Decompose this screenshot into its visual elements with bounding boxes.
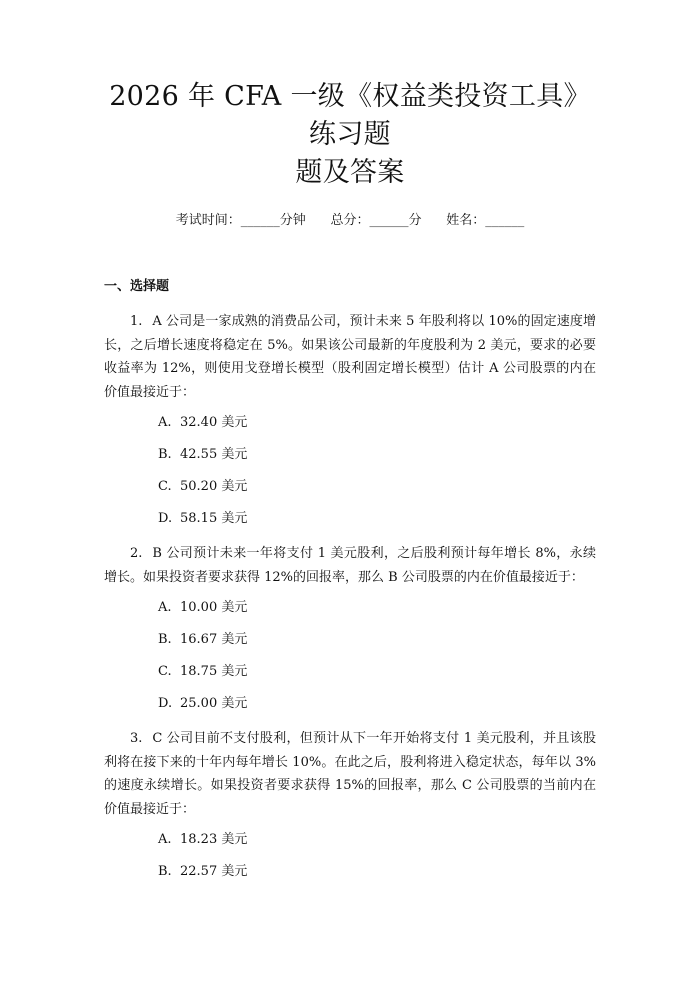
option-letter: C. — [158, 479, 172, 494]
document-title — [104, 78, 596, 192]
document-page — [0, 78, 700, 983]
option-c — [158, 478, 596, 496]
question-number: 2. — [130, 546, 143, 561]
option-text: 25.00 美元 — [180, 696, 248, 711]
option-a — [158, 831, 596, 849]
option-b — [158, 863, 596, 881]
option-a — [158, 599, 596, 617]
option-letter: D. — [158, 696, 173, 711]
option-b — [158, 446, 596, 464]
section-heading: 一、选择题 — [104, 279, 170, 294]
option-text: 18.23 美元 — [180, 832, 248, 847]
option-text: 42.55 美元 — [180, 447, 248, 462]
option-b — [158, 631, 596, 649]
question-2 — [104, 542, 596, 589]
question-1-options — [158, 414, 596, 528]
option-letter: D. — [158, 511, 173, 526]
option-c — [158, 663, 596, 681]
exam-info-line: 考试时间：______分钟 总分：______分 姓名：______ — [175, 213, 525, 228]
option-letter: B. — [158, 864, 172, 879]
question-text: C 公司目前不支付股利，但预计从下一年开始将支付 1 美元股利，并且该股利将在接下来的十年内每年增长 10%。在此之后，股利将进入稳定状态，每年以 3%的速度永续增长。如果投资者要求获得 15%的回报率，那么 C 公司股票的当前内在价值最接近于： — [104, 731, 596, 817]
title-line-2: 题及答案 — [295, 157, 405, 188]
option-text: 22.57 美元 — [180, 864, 248, 879]
option-text: 50.20 美元 — [180, 479, 248, 494]
option-text: 32.40 美元 — [180, 415, 248, 430]
question-3 — [104, 727, 596, 821]
option-text: 10.00 美元 — [180, 600, 248, 615]
option-text: 58.15 美元 — [180, 511, 248, 526]
option-letter: B. — [158, 447, 172, 462]
option-letter: A. — [158, 415, 172, 430]
option-letter: C. — [158, 664, 172, 679]
option-d — [158, 510, 596, 528]
option-text: 16.67 美元 — [180, 632, 248, 647]
question-text: A 公司是一家成熟的消费品公司，预计未来 5 年股利将以 10%的固定速度增长，之后增长速度将稳定在 5%。如果该公司最新的年度股利为 2 美元，要求的必要收益率为 12%，则使用戈登增长模型（股利固定增长模型）估计 A 公司股票的内在价值最接近于： — [104, 314, 596, 400]
option-d — [158, 695, 596, 713]
option-a — [158, 414, 596, 432]
option-letter: B. — [158, 632, 172, 647]
question-2-options — [158, 599, 596, 713]
option-letter: A. — [158, 832, 172, 847]
title-line-1: 2026 年 CFA 一级《权益类投资工具》练习题 — [109, 81, 591, 150]
option-letter: A. — [158, 600, 172, 615]
option-text: 18.75 美元 — [180, 664, 248, 679]
question-3-options — [158, 831, 596, 881]
question-number: 1. — [130, 314, 143, 329]
question-1 — [104, 310, 596, 404]
question-number: 3. — [130, 731, 143, 746]
question-text: B 公司预计未来一年将支付 1 美元股利，之后股利预计每年增长 8%，永续增长。如果投资者要求获得 12%的回报率，那么 B 公司股票的内在价值最接近于： — [104, 546, 596, 585]
